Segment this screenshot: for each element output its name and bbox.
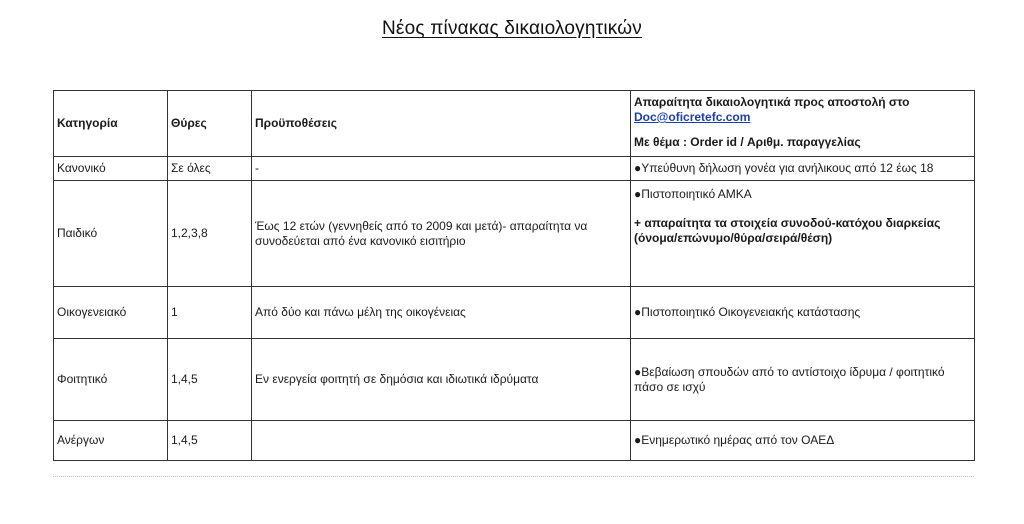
- cell-required: ●Ενημερωτικό ημέρας από τον ΟΑΕΔ: [631, 421, 975, 461]
- header-required-documents: [631, 91, 975, 157]
- cell-conditions: Από δύο και πάνω μέλη της οικογένειας: [252, 287, 631, 339]
- cell-required: [631, 181, 975, 287]
- cell-category: Παιδικό: [54, 181, 168, 287]
- table-row: [54, 339, 975, 421]
- header-conditions: Προϋποθέσεις: [252, 91, 631, 157]
- header-category: Κατηγορία: [54, 91, 168, 157]
- cell-gates: 1,4,5: [168, 339, 252, 421]
- cell-gates: 1: [168, 287, 252, 339]
- cell-category: Ανέργων: [54, 421, 168, 461]
- cell-category: Κανονικό: [54, 157, 168, 181]
- cell-category: Οικογενειακό: [54, 287, 168, 339]
- table-row: [54, 181, 975, 287]
- cell-conditions: [252, 421, 631, 461]
- table-row: [54, 287, 975, 339]
- required-extra-note: + απαραίτητα τα στοιχεία συνοδού-κατόχου διαρκείας (όνομα/επώνυμο/θύρα/σειρά/θέση): [634, 216, 941, 245]
- cell-gates: 1,2,3,8: [168, 181, 252, 287]
- table-row: [54, 157, 975, 181]
- cell-gates: Σε όλες: [168, 157, 252, 181]
- cell-required: ●Πιστοποιητικό Οικογενειακής κατάστασης: [631, 287, 975, 339]
- header-gates: Θύρες: [168, 91, 252, 157]
- cell-required: ●Βεβαίωση σπουδών από το αντίστοιχο ίδρυμα / φοιτητικό πάσο σε ισχύ: [631, 339, 975, 421]
- cell-conditions: Εν ενεργεία φοιτητή σε δημόσια και ιδιωτικά ιδρύματα: [252, 339, 631, 421]
- cell-conditions: -: [252, 157, 631, 181]
- requirements-table: [53, 90, 975, 461]
- table-header-row: [54, 91, 975, 157]
- table-continuation-line: [53, 476, 974, 477]
- page-title: Νέος πίνακας δικαιολογητικών: [382, 18, 642, 39]
- cell-category: Φοιτητικό: [54, 339, 168, 421]
- email-link[interactable]: Doc@oficretefc.com: [634, 110, 751, 124]
- cell-required: ●Υπεύθυνη δήλωση γονέα για ανήλικους από 12 έως 18: [631, 157, 975, 181]
- header-subject-line: Με θέμα : Order id / Αριθμ. παραγγελίας: [634, 135, 861, 149]
- table-row: [54, 421, 975, 461]
- cell-gates: 1,4,5: [168, 421, 252, 461]
- required-item: ●Πιστοποιητικό ΑΜΚΑ: [634, 187, 752, 201]
- cell-conditions: Έως 12 ετών (γεννηθείς από το 2009 και μετά)- απαραίτητα να συνοδεύεται από ένα κανονικό εισιτήριο: [252, 181, 631, 287]
- header-required-label: Απαραίτητα δικαιολογητικά προς αποστολή στο: [634, 95, 910, 109]
